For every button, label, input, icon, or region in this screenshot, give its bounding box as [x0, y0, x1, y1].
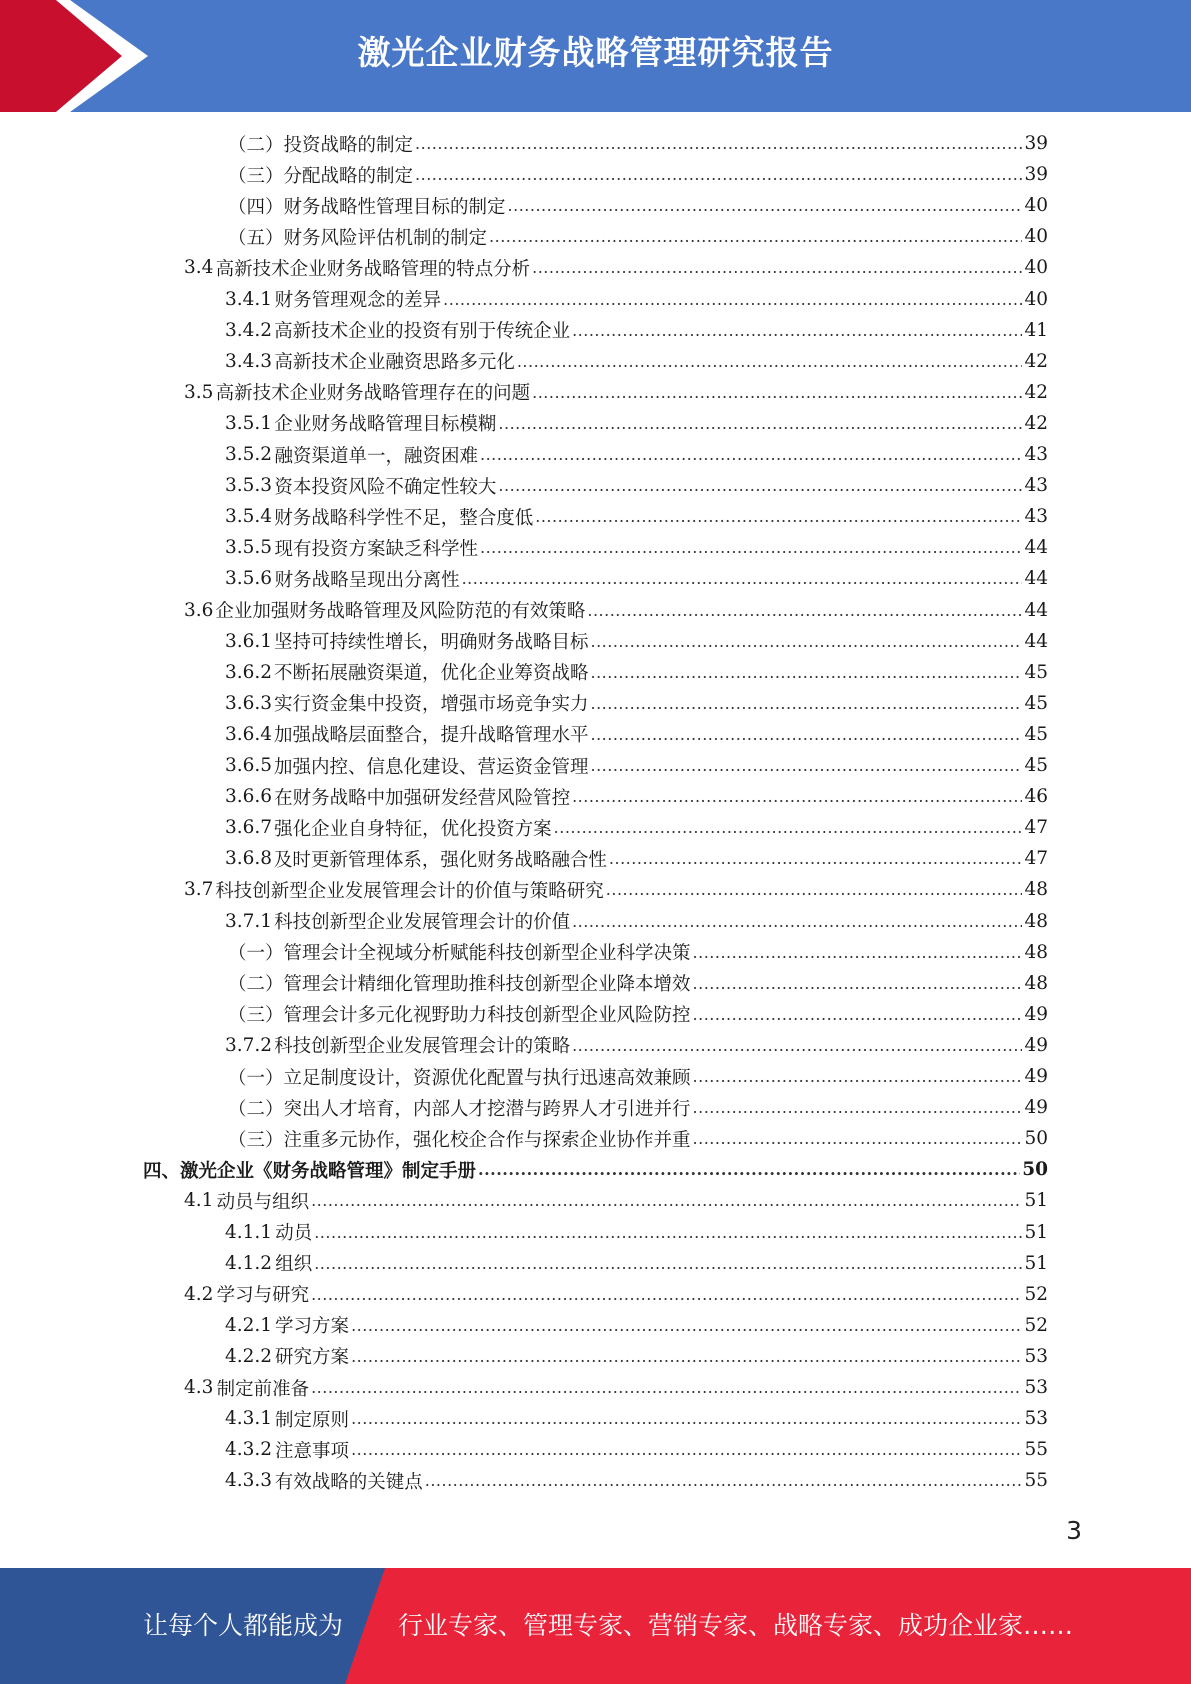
toc-entry-title: （三）管理会计多元化视野助力科技创新型企业风险防控 — [228, 1005, 691, 1027]
toc-entry[interactable] — [225, 439, 1048, 470]
toc-dot-leader — [606, 874, 1023, 905]
toc-entry[interactable] — [225, 843, 1048, 874]
toc-dot-leader — [351, 1434, 1022, 1465]
toc-entry-page: 40 — [1024, 195, 1048, 217]
toc-entry-page: 49 — [1024, 1034, 1048, 1056]
toc-entry-page: 50 — [1024, 1128, 1048, 1150]
toc-entry-number: 4.3.3 — [225, 1470, 273, 1492]
toc-entry[interactable] — [225, 1403, 1048, 1434]
toc-entry-page: 50 — [1022, 1159, 1048, 1181]
toc-entry-page: 42 — [1024, 350, 1048, 372]
toc-entry-title: （三）分配战略的制定 — [228, 165, 414, 187]
toc-dot-leader — [693, 968, 1023, 999]
toc-entry[interactable] — [228, 1061, 1048, 1092]
toc-entry-title: 科技创新型企业发展管理会计的策略 — [274, 1036, 571, 1058]
toc-entry-number: 3.5.5 — [225, 537, 273, 559]
toc-entry-page: 43 — [1024, 475, 1048, 497]
toc-entry[interactable] — [225, 657, 1048, 688]
toc-entry[interactable] — [228, 968, 1048, 999]
toc-entry[interactable] — [225, 906, 1048, 937]
toc-entry-title: 在财务战略中加强研发经营风险管控 — [274, 787, 571, 809]
toc-entry-page: 51 — [1024, 1190, 1048, 1212]
toc-entry-page: 55 — [1024, 1470, 1048, 1492]
toc-dot-leader — [554, 812, 1023, 843]
toc-entry[interactable] — [225, 626, 1048, 657]
toc-entry-page: 45 — [1024, 661, 1048, 683]
toc-dot-leader — [693, 1123, 1023, 1154]
toc-entry-title: （二）投资战略的制定 — [228, 134, 414, 156]
toc-entry-page: 55 — [1024, 1439, 1048, 1461]
toc-dot-leader — [517, 346, 1023, 377]
page-number: 3 — [1066, 1516, 1082, 1545]
toc-entry[interactable] — [225, 1434, 1048, 1465]
toc-entry[interactable] — [228, 1123, 1048, 1154]
toc-dot-leader — [351, 1341, 1022, 1372]
toc-entry[interactable] — [143, 1154, 1048, 1185]
toc-entry[interactable] — [228, 128, 1048, 159]
toc-dot-leader — [693, 1092, 1023, 1123]
toc-entry-number: 3.6.7 — [225, 817, 273, 839]
toc-entry-title: 动员 — [275, 1223, 313, 1244]
toc-entry-title: 科技创新型企业发展管理会计的价值与策略研究 — [215, 880, 604, 902]
toc-entry-title: （四）财务战略性管理目标的制定 — [228, 196, 506, 218]
toc-dot-leader — [572, 781, 1022, 812]
toc-dot-leader — [425, 1465, 1023, 1496]
toc-entry-number: 3.6.8 — [225, 848, 273, 870]
toc-entry-number: 4.3.1 — [225, 1408, 273, 1430]
toc-entry[interactable] — [225, 346, 1048, 377]
toc-entry-title: （三）注重多元协作，强化校企合作与探索企业协作并重 — [228, 1129, 691, 1151]
toc-entry-number: 4.2 — [184, 1283, 214, 1305]
toc-entry-title: 制定前准备 — [216, 1378, 310, 1400]
toc-entry-page: 48 — [1024, 972, 1048, 994]
toc-entry-title: 坚持可持续性增长，明确财务战略目标 — [273, 632, 589, 654]
toc-dot-leader — [311, 1279, 1022, 1310]
toc-entry[interactable] — [225, 408, 1048, 439]
toc-entry-number: 4.3 — [184, 1377, 214, 1398]
toc-entry[interactable] — [228, 1092, 1048, 1123]
toc-dot-leader — [415, 128, 1022, 159]
toc-entry-page: 48 — [1024, 910, 1048, 932]
toc-entry-title: 高新技术企业财务战略管理的特点分析 — [215, 258, 531, 280]
toc-entry[interactable] — [225, 1248, 1048, 1279]
toc-entry-page: 49 — [1024, 1003, 1048, 1025]
toc-entry-title: （一）立足制度设计，资源优化配置与执行迅速高效兼顾 — [228, 1067, 691, 1089]
toc-entry-page: 39 — [1024, 164, 1048, 186]
toc-entry[interactable] — [225, 719, 1048, 750]
toc-entry-page: 53 — [1024, 1408, 1048, 1430]
toc-entry-title: 现有投资方案缺乏科学性 — [274, 538, 478, 560]
toc-entry-number: 4.1.2 — [225, 1252, 273, 1274]
toc-dot-leader — [480, 439, 1022, 470]
toc-entry[interactable] — [228, 937, 1048, 968]
toc-entry-title: 实行资金集中投资，增强市场竞争实力 — [273, 694, 589, 716]
toc-entry[interactable] — [225, 1217, 1048, 1248]
toc-entry-number: 3.4.2 — [225, 319, 273, 341]
toc-dot-leader — [462, 563, 1023, 594]
toc-entry-number: 3.6.4 — [225, 723, 273, 745]
toc-dot-leader — [591, 719, 1023, 750]
toc-entry-page: 48 — [1024, 941, 1048, 963]
toc-entry[interactable] — [225, 1341, 1048, 1372]
toc-entry-page: 49 — [1024, 1097, 1048, 1119]
toc-dot-leader — [311, 1372, 1022, 1403]
toc-dot-leader — [351, 1403, 1022, 1434]
toc-entry-page: 52 — [1024, 1283, 1048, 1305]
toc-entry-title: （二）管理会计精细化管理助推科技创新型企业降本增效 — [228, 974, 691, 996]
toc-dot-leader — [532, 252, 1022, 283]
toc-dot-leader — [498, 408, 1022, 439]
toc-entry-title: 学习方案 — [275, 1316, 350, 1338]
toc-entry[interactable] — [225, 563, 1048, 594]
toc-entry-number: 3.5.6 — [225, 568, 273, 590]
toc-entry-page: 42 — [1024, 412, 1048, 434]
toc-dot-leader — [572, 315, 1022, 346]
toc-entry[interactable] — [225, 1465, 1048, 1496]
toc-entry-number: 3.7.2 — [225, 1034, 273, 1056]
toc-entry-number: 3.6.1 — [225, 630, 273, 652]
toc-entry-title: 学习与研究 — [216, 1285, 310, 1307]
toc-entry-title: 加强战略层面整合，提升战略管理水平 — [273, 725, 589, 747]
toc-entry-number: 3.5.2 — [225, 444, 273, 465]
toc-entry[interactable] — [225, 1310, 1048, 1341]
toc-entry-number: 3.4.1 — [225, 288, 273, 310]
toc-dot-leader — [314, 1217, 1022, 1248]
toc-entry-page: 44 — [1024, 599, 1048, 621]
toc-dot-leader — [480, 532, 1022, 563]
toc-entry-title: 组织 — [275, 1254, 313, 1276]
toc-entry-page: 53 — [1024, 1345, 1048, 1367]
toc-entry[interactable] — [225, 315, 1048, 346]
toc-dot-leader — [693, 937, 1023, 968]
toc-entry[interactable] — [184, 1372, 1048, 1403]
toc-entry-number: 3.6.3 — [225, 692, 273, 714]
toc-entry-page: 45 — [1024, 723, 1048, 745]
toc-entry-number: 3.6.5 — [225, 755, 273, 776]
toc-entry-page: 51 — [1024, 1252, 1048, 1274]
toc-entry-number: 3.6.6 — [225, 786, 273, 808]
toc-entry-title: 高新技术企业的投资有别于传统企业 — [274, 321, 571, 343]
toc-entry-number: 3.4.3 — [225, 350, 273, 372]
toc-dot-leader — [535, 501, 1022, 532]
toc-entry-page: 43 — [1024, 444, 1048, 465]
toc-entry-title: （二）突出人才培育，内部人才挖潜与跨界人才引进并行 — [228, 1098, 691, 1120]
toc-entry-title: 加强内控、信息化建设、营运资金管理 — [273, 756, 589, 778]
toc-dot-leader — [609, 843, 1023, 874]
toc-dot-leader — [693, 1061, 1023, 1092]
toc-entry[interactable] — [225, 750, 1048, 781]
toc-entry-number: 4.2.1 — [225, 1314, 273, 1336]
toc-entry-title: 资本投资风险不确定性较大 — [274, 476, 497, 498]
toc-entry[interactable] — [184, 252, 1048, 283]
toc-entry-number: 3.7 — [184, 879, 214, 901]
toc-entry-title: 及时更新管理体系，强化财务战略融合性 — [273, 849, 607, 871]
toc-entry-title: 研究方案 — [275, 1347, 350, 1369]
toc-entry-number: 4.2.2 — [225, 1345, 273, 1367]
page-header — [0, 0, 1191, 112]
toc-entry-title: 融资渠道单一，融资困难 — [274, 445, 478, 467]
toc-entry[interactable] — [225, 812, 1048, 843]
toc-dot-leader — [591, 688, 1023, 719]
toc-entry-page: 47 — [1024, 817, 1048, 839]
toc-entry-title: 制定原则 — [275, 1409, 350, 1431]
toc-entry-number: 3.6.2 — [225, 661, 273, 683]
toc-entry-number: 4.1.1 — [225, 1221, 273, 1243]
toc-entry-page: 47 — [1024, 848, 1048, 870]
toc-entry[interactable] — [184, 1185, 1048, 1216]
page-footer — [0, 1568, 1191, 1684]
toc-entry[interactable] — [228, 190, 1048, 221]
toc-entry-page: 51 — [1024, 1221, 1048, 1243]
toc-entry-page: 40 — [1024, 288, 1048, 310]
toc-dot-leader — [415, 159, 1022, 190]
toc-dot-leader — [498, 470, 1022, 501]
toc-entry[interactable] — [228, 221, 1048, 252]
toc-entry-title: 企业加强财务战略管理及风险防范的有效策略 — [215, 601, 586, 622]
toc-entry-title: 财务战略呈现出分离性 — [274, 569, 460, 591]
toc-entry[interactable] — [184, 1279, 1048, 1310]
toc-entry[interactable] — [225, 532, 1048, 563]
toc-entry-title: 动员与组织 — [216, 1191, 310, 1213]
toc-entry[interactable] — [225, 470, 1048, 501]
toc-dot-leader — [508, 190, 1023, 221]
toc-entry[interactable] — [225, 501, 1048, 532]
toc-dot-leader — [478, 1154, 1020, 1185]
toc-entry-title: 高新技术企业财务战略管理存在的问题 — [215, 383, 531, 405]
toc-entry-number: 3.7.1 — [225, 910, 273, 932]
toc-dot-leader — [311, 1185, 1022, 1216]
toc-dot-leader — [532, 377, 1022, 408]
toc-entry-page: 53 — [1024, 1377, 1048, 1398]
toc-entry-page: 45 — [1024, 755, 1048, 776]
toc-entry-title: 强化企业自身特征，优化投资方案 — [274, 818, 552, 840]
toc-entry[interactable] — [225, 284, 1048, 315]
toc-entry-title: 四、激光企业《财务战略管理》制定手册 — [143, 1160, 477, 1182]
toc-entry-title: 有效战略的关键点 — [274, 1471, 423, 1493]
toc-entry-page: 52 — [1024, 1314, 1048, 1336]
toc-entry-title: 财务战略科学性不足，整合度低 — [274, 507, 534, 529]
toc-entry[interactable] — [228, 159, 1048, 190]
toc-entry-number: 3.5.3 — [225, 475, 273, 497]
toc-dot-leader — [587, 595, 1022, 626]
toc-entry-page: 48 — [1024, 879, 1048, 901]
toc-entry-number: 3.5 — [184, 381, 214, 403]
toc-dot-leader — [351, 1310, 1022, 1341]
toc-dot-leader — [489, 221, 1022, 252]
toc-entry-number: 3.6 — [184, 599, 214, 621]
toc-dot-leader — [572, 1030, 1022, 1061]
toc-entry[interactable] — [184, 595, 1048, 626]
toc-dot-leader — [572, 906, 1022, 937]
toc-entry-title: 企业财务战略管理目标模糊 — [274, 414, 497, 436]
toc-dot-leader — [314, 1248, 1022, 1279]
toc-entry-number: 3.5.4 — [225, 506, 273, 528]
toc-entry[interactable] — [225, 781, 1048, 812]
toc-entry-page: 44 — [1024, 630, 1048, 652]
toc-dot-leader — [591, 657, 1023, 688]
footer-slogan-right: 行业专家、管理专家、营销专家、战略专家、成功企业家…… — [398, 1611, 1074, 1640]
toc-entry-page: 39 — [1024, 133, 1048, 154]
toc-entry-title: 科技创新型企业发展管理会计的价值 — [274, 912, 571, 933]
toc-entry-title: 财务管理观念的差异 — [274, 290, 442, 311]
toc-entry-title: 注意事项 — [275, 1440, 350, 1462]
toc-entry-number: 3.4 — [184, 257, 214, 279]
toc-entry-page: 46 — [1024, 786, 1048, 808]
toc-dot-leader — [591, 750, 1023, 781]
report-title: 激光企业财务战略管理研究报告 — [357, 33, 834, 72]
toc-entry-title: 高新技术企业融资思路多元化 — [274, 352, 515, 374]
toc-entry-page: 44 — [1024, 537, 1048, 559]
footer-slogan-left: 让每个人都能成为 — [143, 1611, 344, 1640]
toc-dot-leader — [591, 626, 1023, 657]
toc-entry[interactable] — [225, 688, 1048, 719]
toc-dot-leader — [693, 999, 1023, 1030]
toc-entry[interactable] — [228, 999, 1048, 1030]
toc-entry-page: 41 — [1024, 319, 1048, 341]
toc-entry[interactable] — [225, 1030, 1048, 1061]
toc-entry-page: 43 — [1024, 506, 1048, 528]
toc-entry-number: 4.3.2 — [225, 1439, 273, 1461]
toc-entry-title: （五）财务风险评估机制的制定 — [228, 227, 488, 249]
toc-entry-title: （一）管理会计全视域分析赋能科技创新型企业科学决策 — [228, 943, 691, 965]
toc-entry[interactable] — [184, 377, 1048, 408]
toc-entry-number: 3.5.1 — [225, 412, 273, 434]
toc-entry-page: 45 — [1024, 692, 1048, 714]
toc-entry-page: 44 — [1024, 568, 1048, 590]
toc-entry-title: 不断拓展融资渠道，优化企业筹资战略 — [273, 663, 589, 685]
toc-entry-page: 49 — [1024, 1066, 1048, 1087]
toc-dot-leader — [443, 284, 1022, 315]
toc-entry[interactable] — [184, 874, 1048, 905]
toc-entry-page: 40 — [1024, 226, 1048, 248]
toc-entry-page: 40 — [1024, 257, 1048, 279]
toc-entry-number: 4.1 — [184, 1190, 214, 1212]
toc-entry-page: 42 — [1024, 381, 1048, 403]
